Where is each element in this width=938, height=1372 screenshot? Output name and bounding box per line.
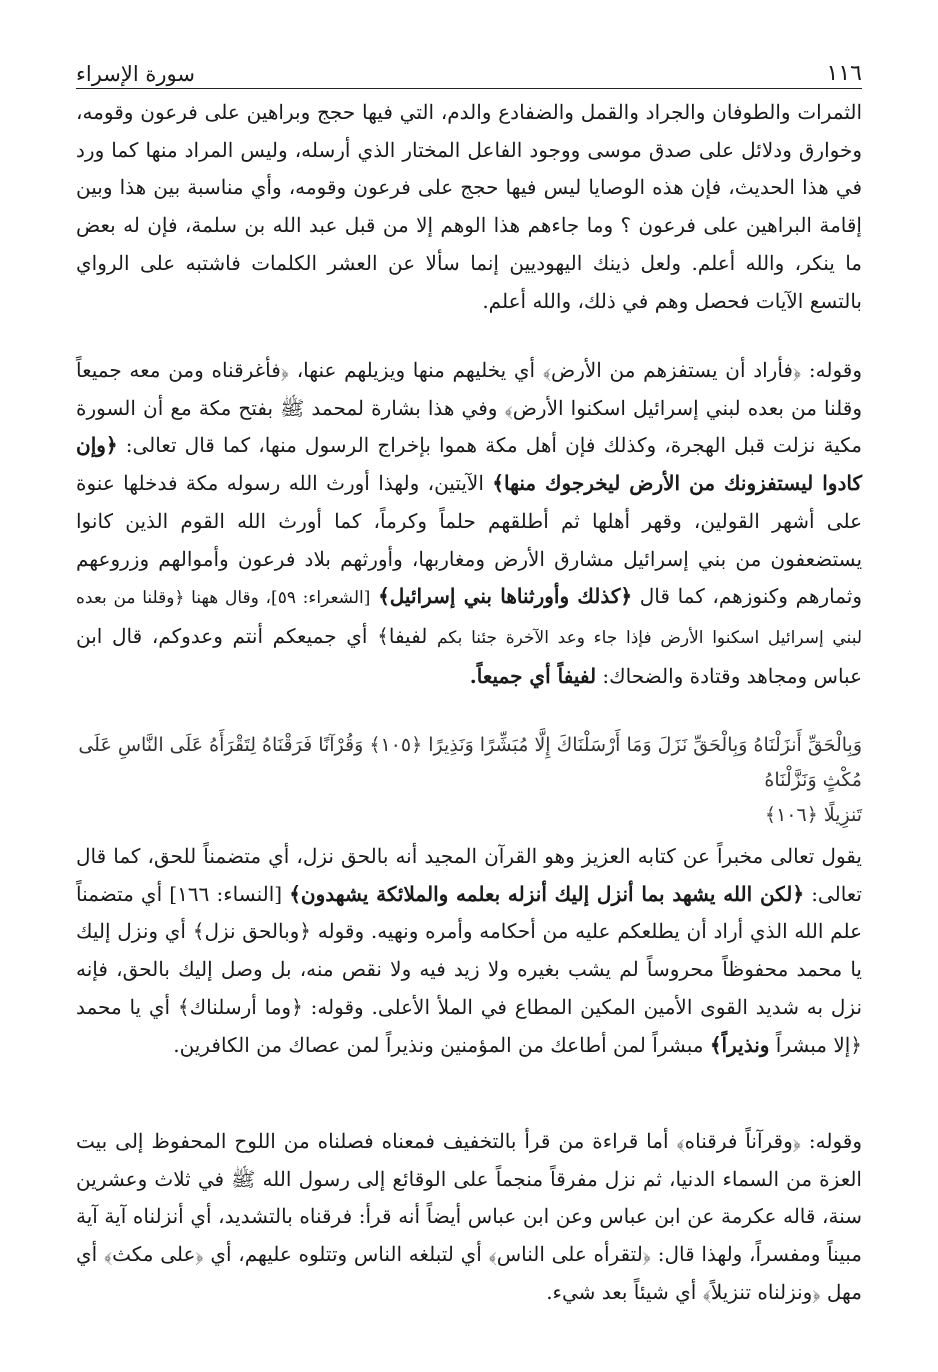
text-line: أنزلناه آية آية مبيناً ومفسراً، ولهذا قال: ﴿لتقرأه على الناس﴾ أي لتبلغه الناس وتتلوه عليهم، — [76, 1204, 862, 1267]
quran-quote: ﴿لكن الله يشهد بما أنزل إليك أنزله بعلمه والملائكة يشهدون﴾ — [289, 881, 805, 906]
text-line: [الشعراء: ٥٩]، وقال ههنا ﴿وقلنا من بعده لبني إسرائيل اسكنوا الأرض فإذا جاء وعد الآخرة جئنا بكم — [76, 588, 862, 648]
text-line: الثمرات والطوفان والجراد والقمل والضفادع والدم، التي فيها حجج وبراهين على فرعون — [140, 100, 863, 124]
text-line: عصاك من الكافرين. — [173, 1032, 341, 1057]
quran-quote: ﴿وإن كادوا ليستفزونك من الأرض ليخرجوك منها﴾ — [76, 433, 862, 496]
text-line: مع أن السورة مكية نزلت قبل الهجرة، وكذلك فإن أهل مكة هموا بإخراج الرسول منها، كما — [76, 395, 863, 458]
paragraph-4 — [76, 1123, 862, 1312]
paragraph-1 — [76, 94, 862, 320]
text-line: منها كما ورد في هذا الحديث، فإن هذه الوصايا ليس فيها حجج على فرعون وقومه، وأي — [76, 137, 863, 200]
text-line: وقوله: ﴿فأراد أن يستفزهم من الأرض﴾ أي يخليهم منها ويزيلهم عنها، ﴿فأغرقناه ومن — [168, 358, 862, 382]
text-line: قال تعالى: — [117, 433, 215, 458]
text-line: بلاد فرعون وأموالهم وزروعهم وثمارهم وكنوزهم، كما قال — [76, 546, 862, 609]
verse-line: وَبِالْحَقِّ أَنزَلْنَاهُ وَبِالْحَقِّ نَزَلَ وَمَا أَرْسَلْنَاكَ إِلَّا مُبَشِّرًا وَنَذِيرًا ﴿١٠٥﴾ وَقُرْآنًا فَرَقْنَاهُ لِتَقْرَأَهُ عَلَى النَّاسِ عَلَى مُكْثٍ وَنَزَّلْنَاهُ — [78, 734, 862, 791]
verse-line: تَنزِيلًا ﴿١٠٦﴾ — [764, 804, 862, 826]
paragraph-3 — [76, 838, 862, 1064]
text-line: كما قال تعالى: — [76, 844, 863, 906]
sura-title: سورة الإسراء — [76, 62, 195, 86]
text-line: أي متضمناً علم الله الذي أراد أن يطلعكم عليه من أحكامه وأمره ونهيه. وقوله ﴿وبالحق نزل﴾ — [76, 881, 863, 944]
text-line: وعشرين سنة، قاله عكرمة عن ابن عباس وعن ابن عباس أيضاً أنه قرأ: فرقناه بالتشديد، أي — [76, 1166, 863, 1229]
page-header — [76, 54, 862, 89]
text-line: سلمة، فإن له بعض ما ينكر، والله أعلم. ولعل ذينك اليهوديين إنما سألا عن العشر الكلمات — [76, 213, 863, 275]
text-line: ﴿وما أرسلناك﴾ أي يا محمد ﴿إلا مبشراً — [76, 994, 862, 1057]
quran-verse-block — [76, 728, 862, 833]
text-line: الآيتين، ولهذا أورث الله — [288, 471, 493, 496]
tafsir-term: لفيفاً أي جميعاً. — [469, 663, 597, 688]
text-line: رسوله مكة فدخلها عنوة على أشهر القولين، وقهر أهلها ثم أطلقهم حلماً وكرماً، كما — [76, 471, 863, 533]
text-line: معه جميعاً وقلنا من بعده لبني إسرائيل اسكنوا الأرض﴾ وفي هذا بشارة لمحمد ﷺ بفتح مكة — [76, 358, 862, 420]
text-line: فاشتبه على الرواي بالتسع الآيات فحصل وهم في ذلك، والله أعلم. — [76, 250, 862, 313]
text-line: أي ونزل إليك يا محمد محفوظاً محروساً لم يشب بغيره ولا زيد فيه ولا نقص منه، بل وصل — [76, 919, 862, 982]
quran-quote: ﴿كذلك وأورثناها بني إسرائيل﴾ — [378, 584, 633, 609]
text-line: وقوله: ﴿وقرآناً فرقناه﴾ أما قراءة من قرأ بالتخفيف فمعناه فصلناه من اللوح المحفوظ إلى — [115, 1129, 863, 1153]
text-line: مبشراً لمن أطاعك من المؤمنين ونذيراً لمن — [346, 1032, 710, 1057]
paragraph-2 — [76, 352, 862, 695]
text-line: إليك بالحق، فإنه نزل به شديد القوى الأمين المكين المطاع في الملأ الأعلى. وقوله: — [76, 957, 863, 1019]
text-line: لفيفا﴾ أي جميعكم أنتم وعدوكم، قال ابن عباس ومجاهد وقتادة والضحاك: — [76, 623, 862, 688]
text-line: [النساء: ١٦٦] — [169, 881, 290, 906]
text-line: أورث الله القوم الذين كانوا يستضعفون من بني إسرائيل مشارق الأرض ومغاربها، وأورثهم — [76, 508, 863, 571]
quran-quote: ونذيراً﴾ — [709, 1032, 770, 1057]
text-line: بيت العزة من السماء الدنيا، ثم نزل مفرقاً منجماً على الوقائع إلى رسول الله ﷺ في ثلاث — [76, 1129, 862, 1191]
text-line: مناسبة بين هذا وبين إقامة البراهين على فرعون ؟ وما جاءهم هذا الوهم إلا من قبل عبد الله بن — [76, 175, 862, 238]
page-number: ١١٦ — [826, 61, 862, 86]
text-line: وقومه، وخوارق ودلائل على صدق موسى ووجود الفاعل المختار الذي أرسله، وليس المراد — [76, 100, 862, 162]
text-line: أي ﴿على مكث﴾ أي مهل ﴿ونزلناه تنزيلاً﴾ أي شيئاً بعد شيء. — [76, 1242, 862, 1304]
text-line: يقول تعالى مخبراً عن كتابه العزيز وهو القرآن المجيد أنه بالحق نزل، أي متضمناً للحق، — [147, 844, 862, 868]
